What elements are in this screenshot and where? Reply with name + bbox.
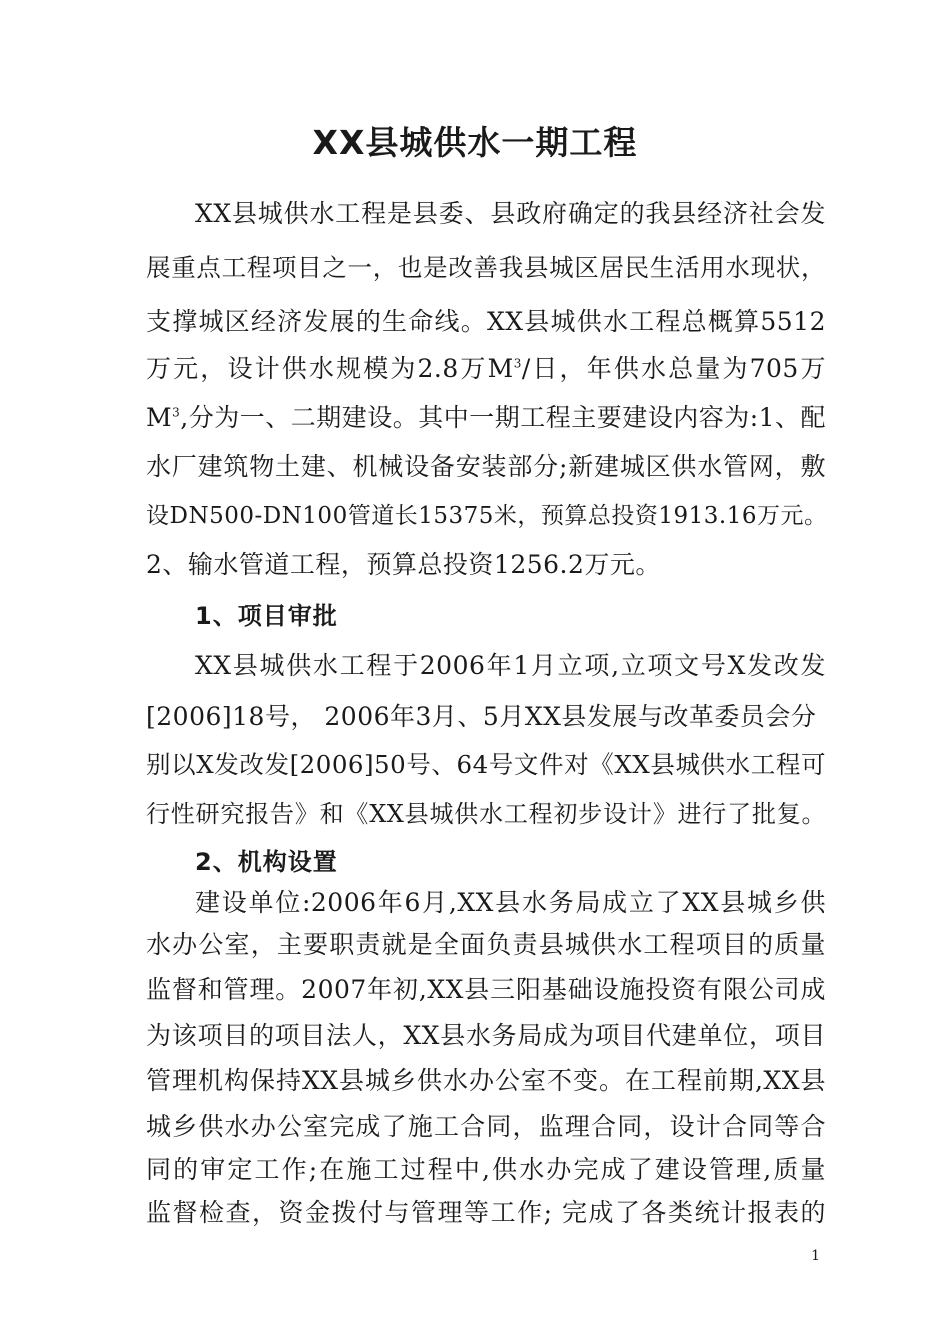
paragraph-line: 展重点工程项目之一，也是改善我县城区居民生活用水现状， (146, 253, 826, 282)
paragraph-line: XX县城供水工程于2006年1月立项,立项文号X发改发 (195, 651, 826, 680)
paragraph-line: 城乡供水办公室完成了施工合同，监理合同，设计合同等合 (146, 1112, 826, 1141)
document-title: XX县城供水一期工程 (312, 123, 638, 162)
paragraph-line: 水办公室，主要职责就是全面负责县城供水工程项目的质量 (146, 930, 826, 959)
paragraph-line: 支撑城区经济发展的生命线。XX县城供水工程总概算5512 (146, 307, 826, 336)
superscript: 3 (172, 405, 181, 420)
paragraph-line (146, 344, 826, 394)
section-heading: 1、项目审批 (195, 602, 338, 630)
paragraph-line: 设DN500-DN100管道长15375米，预算总投资1913.16万元。 (146, 503, 828, 529)
paragraph-line (146, 393, 826, 443)
paragraph-text: ,分为一、二期建设。其中一期工程主要建设内容为:1、配 (180, 403, 827, 432)
paragraph-line: XX县城供水工程是县委、县政府确定的我县经济社会发 (195, 199, 826, 228)
paragraph-line: 水厂建筑物土建、机械设备安装部分;新建城区供水管网，敷 (146, 452, 826, 481)
section-heading: 2、机构设置 (195, 848, 338, 876)
paragraph-line: 管理机构保持XX县城乡供水办公室不变。在工程前期,XX县 (146, 1066, 826, 1095)
paragraph-line: 为该项目的项目法人，XX县水务局成为项目代建单位，项目 (146, 1021, 826, 1050)
paragraph-text: 万元，设计供水规模为2.8万M (146, 354, 514, 383)
paragraph-text: /日，年供水总量为705万 (521, 354, 826, 383)
paragraph-line: 监督和管理。2007年初,XX县三阳基础设施投资有限公司成 (146, 975, 826, 1004)
paragraph-line: 建设单位:2006年6月,XX县水务局成立了XX县城乡供 (195, 888, 826, 917)
paragraph-line: 同的审定工作;在施工过程中,供水办完成了建设管理,质量 (146, 1155, 826, 1184)
paragraph-line: 别以X发改发[2006]50号、64号文件对《XX县城供水工程可 (146, 750, 826, 779)
paragraph-line: 行性研究报告》和《XX县城供水工程初步设计》进行了批复。 (146, 800, 826, 828)
page-number: 1 (811, 1248, 820, 1264)
superscript: 3 (513, 356, 522, 371)
paragraph-line: 2、输水管道工程，预算总投资1256.2万元。 (146, 550, 661, 579)
paragraph-line: 监督检查，资金拨付与管理等工作; 完成了各类统计报表的 (146, 1198, 826, 1227)
paragraph-line: [2006]18号， 2006年3月、5月XX县发展与改革委员会分 (146, 702, 817, 731)
paragraph-text: M (146, 403, 173, 432)
